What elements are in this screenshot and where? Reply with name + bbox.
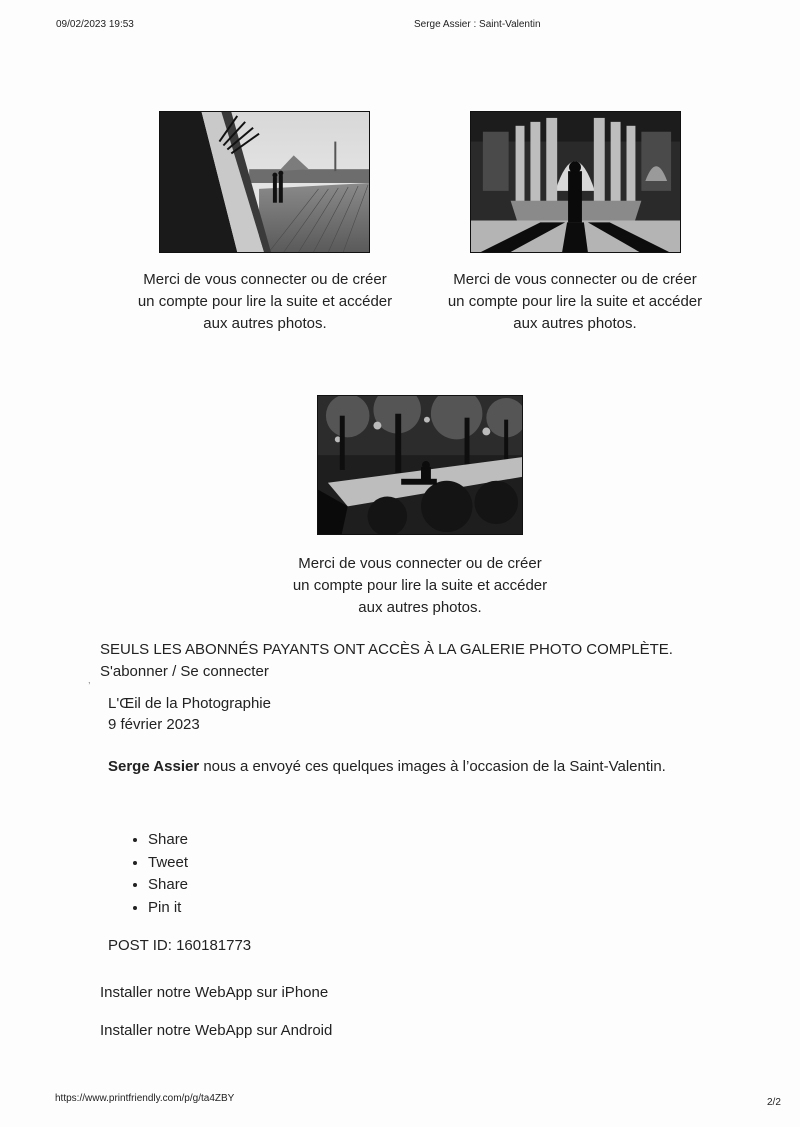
caption-line: aux autres photos. (203, 315, 327, 332)
install-webapp-iphone-link[interactable]: Installer notre WebApp sur iPhone (100, 984, 329, 1001)
caption-line: un compte pour lire la suite et accéder (292, 577, 548, 594)
author-name: Serge Assier (108, 758, 200, 775)
caption-line: Merci de vous connecter ou de créer (298, 555, 542, 572)
caption-line: Merci de vous connecter ou de créer (143, 271, 387, 288)
install-webapp-android-link[interactable]: Installer notre WebApp sur Android (100, 1022, 333, 1039)
gallery-photo-colonnade (470, 111, 681, 253)
caption-line: un compte pour lire la suite et accéder (447, 293, 703, 310)
login-caption (266, 553, 574, 619)
publication-name: L'Œil de la Photographie (108, 695, 271, 712)
login-caption (112, 269, 418, 335)
caption-line: Merci de vous connecter ou de créer (453, 271, 697, 288)
print-datetime: 09/02/2023 19:53 (56, 19, 134, 30)
print-footer-url[interactable]: https://www.printfriendly.com/p/g/ta4ZBY (55, 1093, 235, 1104)
caption-line: aux autres photos. (513, 315, 637, 332)
article-date: 9 février 2023 (108, 716, 200, 733)
pin-it-link[interactable]: • Pin it (148, 897, 188, 920)
print-page-number: 2/2 (767, 1097, 781, 1108)
gallery-photo-waterfront (159, 111, 370, 253)
caption-line: un compte pour lire la suite et accéder (137, 293, 393, 310)
intro-text: nous a envoyé ces quelques images à l’occasion de la Saint-Valentin. (199, 758, 666, 775)
caption-line: aux autres photos. (358, 599, 482, 616)
gallery-photo-park (317, 395, 523, 535)
share-facebook-link[interactable]: • Share (148, 829, 188, 852)
print-page-title: Serge Assier : Saint-Valentin (414, 19, 541, 30)
share-list (108, 829, 188, 919)
tweet-link[interactable]: • Tweet (148, 852, 188, 875)
login-caption (422, 269, 728, 335)
subscribe-login-link[interactable]: S'abonner / Se connecter (100, 663, 269, 680)
paywall-notice: SEULS LES ABONNÉS PAYANTS ONT ACCÈS À LA GALERIE PHOTO COMPLÈTE. (100, 641, 673, 658)
article-intro (108, 756, 666, 778)
post-id: POST ID: 160181773 (108, 937, 252, 954)
scan-mark: , (88, 675, 91, 685)
share-link[interactable]: • Share (148, 874, 188, 897)
